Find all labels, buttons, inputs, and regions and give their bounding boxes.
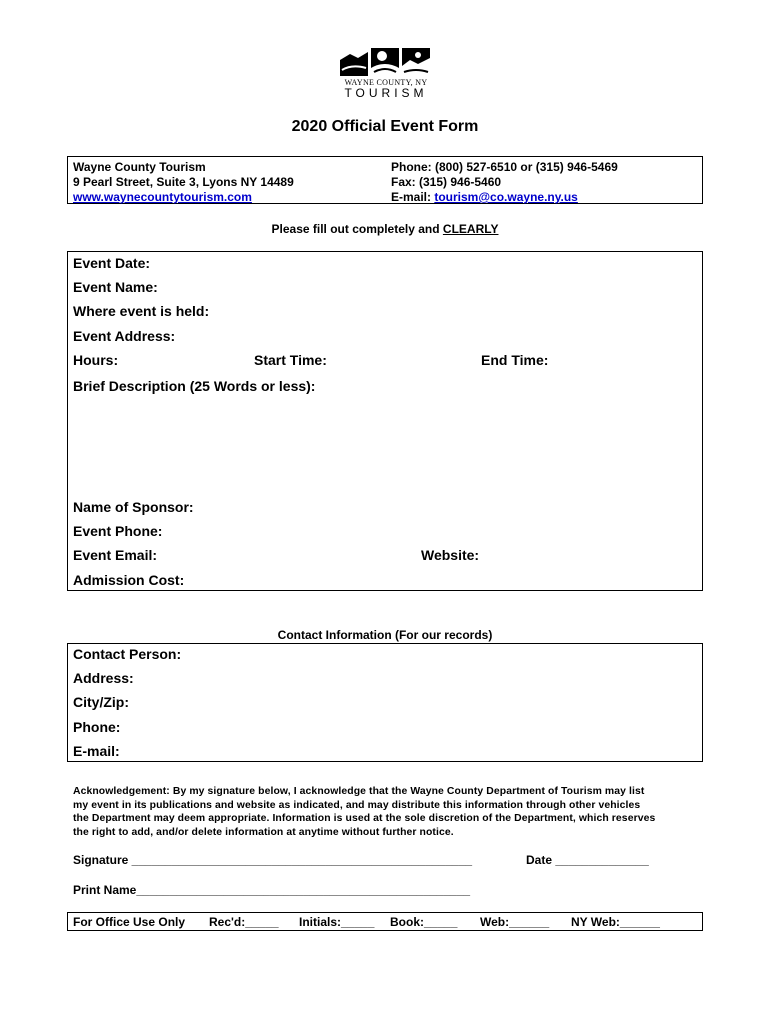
office-use-label: For Office Use Only (73, 915, 186, 929)
initials-field: Initials:_____ (299, 915, 375, 929)
org-email-line (391, 190, 578, 204)
email-link[interactable]: tourism@co.wayne.ny.us (434, 190, 578, 204)
event-address-field[interactable]: Event Address: (73, 328, 176, 344)
contact-info-box (67, 643, 703, 762)
contact-phone-field[interactable]: Phone: (73, 719, 121, 735)
event-phone-field[interactable]: Event Phone: (73, 523, 163, 539)
recd-field: Rec'd:_____ (209, 915, 279, 929)
acknowledgement-line: Acknowledgement: By my signature below, I acknowledge that the Wayne County Department of Tourism may list (73, 786, 645, 797)
org-phone: Phone: (800) 527-6510 or (315) 946-5469 (391, 160, 618, 174)
book-field: Book:_____ (390, 915, 458, 929)
city-zip-field[interactable]: City/Zip: (73, 694, 129, 710)
start-time-field[interactable]: Start Time: (254, 352, 327, 368)
end-time-field[interactable]: End Time: (481, 352, 549, 368)
hours-field[interactable]: Hours: (73, 352, 119, 368)
page-title: 2020 Official Event Form (291, 118, 479, 135)
instructions-text: Please fill out completely and (271, 222, 443, 236)
sponsor-field[interactable]: Name of Sponsor: (73, 499, 194, 515)
landscape-icon (338, 46, 434, 78)
email-label: E-mail: (391, 190, 435, 204)
org-fax: Fax: (315) 946-5460 (391, 175, 502, 189)
org-address: 9 Pearl Street, Suite 3, Lyons NY 14489 (73, 175, 294, 189)
instructions-emphasis: CLEARLY (442, 222, 499, 236)
event-date-field[interactable]: Event Date: (73, 255, 151, 271)
instructions (0, 222, 770, 236)
print-name-line[interactable]: Print Name__________________________________________________ (73, 883, 471, 897)
acknowledgement-text (73, 785, 701, 839)
organization-info-box (67, 156, 703, 204)
web-field: Web:______ (480, 915, 550, 929)
logo-subtitle: WAYNE COUNTY, NY (344, 78, 428, 87)
event-website-field[interactable]: Website: (421, 547, 480, 563)
contact-address-field[interactable]: Address: (73, 670, 134, 686)
contact-section-title: Contact Information (For our records) (277, 628, 493, 642)
website-link[interactable]: www.waynecountytourism.com (73, 190, 252, 204)
wayne-county-tourism-logo (338, 46, 434, 100)
office-use-box (67, 912, 703, 931)
admission-cost-field[interactable]: Admission Cost: (73, 572, 185, 588)
ny-web-field: NY Web:______ (571, 915, 660, 929)
event-location-field[interactable]: Where event is held: (73, 303, 210, 319)
event-email-field[interactable]: Event Email: (73, 547, 158, 563)
date-line[interactable]: Date ______________ (526, 853, 649, 867)
acknowledgement-line: my event in its publications and website as indicated, and may distribute this information through other vehicles (73, 799, 641, 811)
acknowledgement-line: the Department may deem appropriate. Information is used at the sole discretion of the Department, which reserves (73, 813, 656, 825)
acknowledgement-line: the right to add, and/or delete information at anytime without further notice. (73, 826, 454, 838)
signature-line[interactable]: Signature ___________________________________________________ (73, 853, 473, 867)
event-name-field[interactable]: Event Name: (73, 279, 158, 295)
contact-email-field[interactable]: E-mail: (73, 743, 120, 759)
description-field[interactable]: Brief Description (25 Words or less): (73, 378, 316, 394)
contact-person-field[interactable]: Contact Person: (73, 646, 182, 662)
org-name: Wayne County Tourism (73, 160, 206, 174)
logo-title: TOURISM (344, 86, 428, 100)
event-details-box (67, 251, 703, 591)
